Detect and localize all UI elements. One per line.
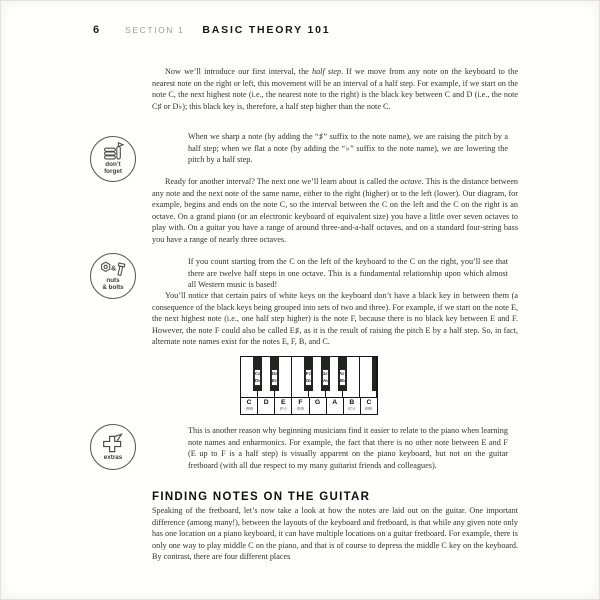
paragraph-enharmonics: You’ll notice that certain pairs of white keys on the keyboard don’t have a black key in between them (a consequence of the black keys being grouped into sets of two and three). For example, if we start on the note E, the next highest note (i.e., one half step higher) is the note F, because there is no black key between E and F. However, the note F could also be called E♯, as it is the result of raising the pitch E by a half step. So, in fact, alternate note names exist for the notes E, F, B, and C. bbox=[152, 291, 518, 347]
nut-and-bolt-glyph bbox=[100, 261, 126, 278]
keyboard-label-strip bbox=[241, 397, 377, 414]
black-key bbox=[253, 357, 262, 391]
dont-forget-icon bbox=[90, 136, 136, 182]
white-key-label: G bbox=[310, 398, 327, 414]
keyboard-keys-area bbox=[241, 357, 377, 397]
black-key bbox=[304, 357, 313, 391]
black-key bbox=[338, 357, 347, 391]
svg-text:&: & bbox=[110, 263, 117, 273]
section-label: SECTION 1 bbox=[125, 25, 185, 35]
dont-forget-label: don’t forget bbox=[104, 161, 122, 175]
text-run: Ready for another interval? The next one we’ll learn about is called the bbox=[165, 177, 401, 186]
black-key bbox=[321, 357, 330, 391]
text-run: . This is the distance between any note and the next note of the same name, either to the right (higher) or to the left (lower). Our diagram, for example, begins and ends on the note C, so the interval between the C on the left and the C on the right is an octave. On a grand piano (or an electronic keyboard of equivalent size) you have a little over seven octaves to play with. On a guitar you have a range of around three-and-a-half octaves, and on a standard four-string bass you have a range of nearly three octaves. bbox=[152, 177, 518, 244]
string-on-finger-glyph bbox=[101, 142, 125, 162]
nuts-bolts-label: nuts & bolts bbox=[102, 276, 124, 291]
paragraph-twelve-half-steps: If you count starting from the C on the left of the keyboard to the C on the right, you’ll see that there are twelve half steps in one octave. This is a fundamental relationship upon which almost all Western music is based! bbox=[188, 257, 508, 290]
text-run: Now we’ll introduce our first interval, the bbox=[165, 67, 312, 76]
plus-cross-glyph bbox=[101, 433, 125, 455]
black-key-partial bbox=[372, 357, 377, 391]
nuts-and-bolts-icon bbox=[90, 253, 136, 299]
section-heading-finding-notes: FINDING NOTES ON THE GUITAR bbox=[152, 491, 371, 503]
text-run: . If we move from any note on the keyboard to the nearest note on the right or left, this movement will be an interval of a half step. For example, if we start on the note C, the next highest note (i.e., the nearest note to the right) is the black key between C and D (i.e., the note C♯ or D♭); this black key is, therefore, a half step higher than the note C. bbox=[152, 67, 518, 111]
white-key-label: C (B♯) bbox=[241, 398, 258, 414]
black-key bbox=[270, 357, 279, 391]
page-number: 6 bbox=[93, 24, 100, 36]
paragraph-sharp-flat: When we sharp a note (by adding the “♯” suffix to the note name), we are raising the pitch by a half step; when we flat a note (by adding the “♭” suffix to the note name), we are lowering the pitch by a half step. bbox=[188, 132, 508, 165]
black-key-label: G♯ A♭ bbox=[322, 369, 329, 386]
black-key-label: C♯ D♭ bbox=[254, 369, 261, 386]
extras-label: extras bbox=[103, 453, 123, 461]
page-header bbox=[93, 24, 330, 36]
term-half-step: half step bbox=[311, 67, 342, 76]
paragraph-octave bbox=[152, 176, 518, 246]
book-title: BASIC THEORY 101 bbox=[202, 24, 331, 36]
white-key-label: C (B♯) bbox=[365, 399, 373, 411]
paragraph-fretboard-layout: Speaking of the fretboard, let’s now take a look at how the notes are laid out on the guitar. One important difference (among many!), between the layouts of the keyboard and fretboard, is that while any given note only has one location on a piano keyboard, it can have multiple locations on a guitar fretboard. For example, there is only one way to play middle C on the piano, and that is of course to depress the middle C key on the keyboard. By contrast, there are four different places bbox=[152, 506, 518, 562]
white-key-label: D bbox=[258, 398, 275, 414]
white-key-label: B (C♭) bbox=[344, 398, 361, 414]
paragraph-piano-vs-guitar: This is another reason why beginning musicians find it easier to relate to the piano when learning note names and enharmonics. For example, the fact that there is no other note between E and F (E up to F is a half step) is visually apparent on the piano keyboard, but not on the guitar fretboard (with all due respect to my many guitarist friends and colleagues). bbox=[188, 426, 508, 470]
black-key-label: F♯ G♭ bbox=[305, 369, 312, 386]
extras-icon bbox=[90, 424, 136, 470]
term-octave: octave bbox=[400, 177, 422, 186]
white-key-label: E (F♭) bbox=[275, 398, 292, 414]
white-key-label: F (E♯) bbox=[292, 398, 309, 414]
white-key-label: A bbox=[327, 398, 344, 414]
paragraph-half-step bbox=[152, 66, 518, 112]
piano-keyboard-diagram bbox=[240, 356, 378, 415]
black-key-label: D♯ E♭ bbox=[271, 369, 278, 386]
black-key-label: A♯ B♭ bbox=[339, 369, 346, 386]
